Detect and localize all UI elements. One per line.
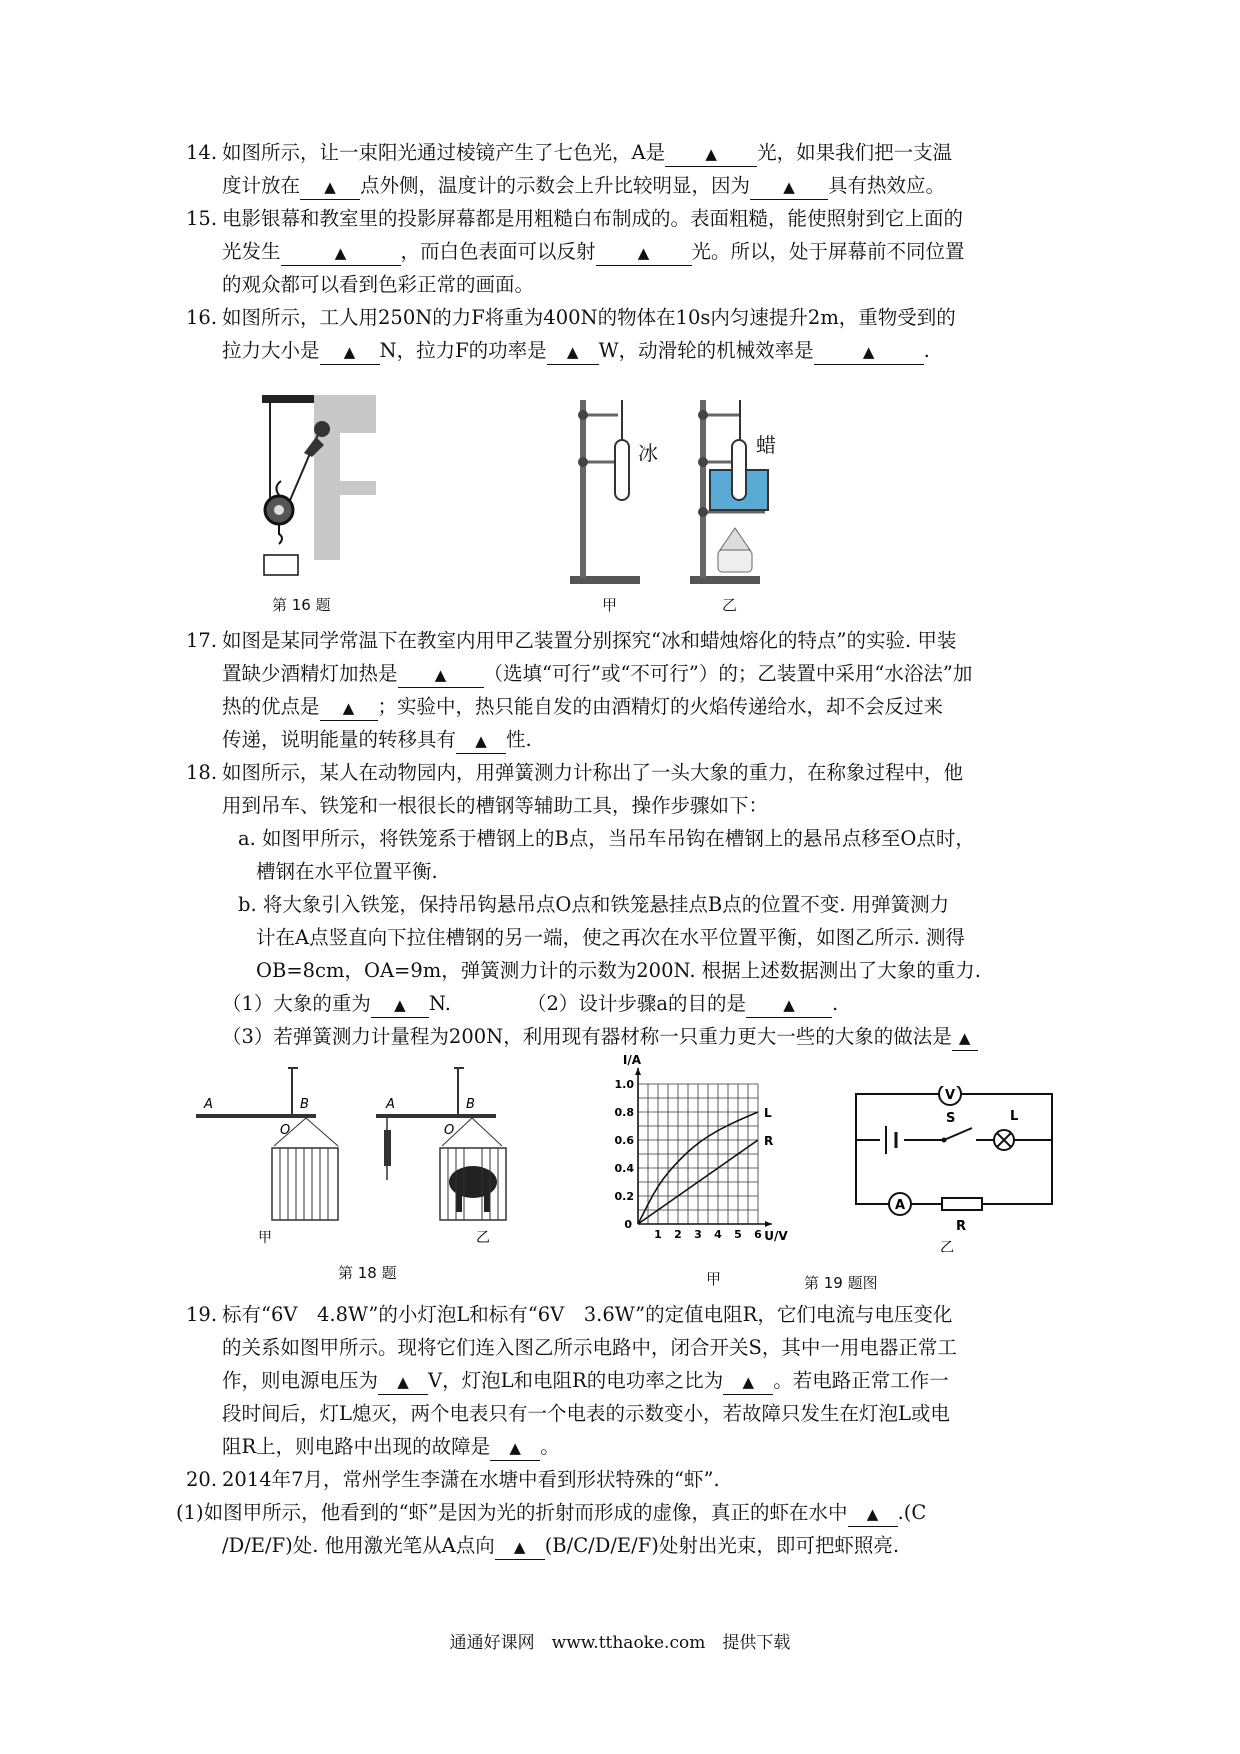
sub-question-text: .: [831, 992, 839, 1015]
test-tube-wax: [732, 440, 746, 500]
answer-blank[interactable]: ▲: [300, 174, 360, 200]
sub-question-text: （1）大象的重为: [222, 992, 371, 1015]
question-text: 的观众都可以看到色彩正常的画面。: [222, 273, 535, 296]
pulley-figure: [262, 395, 382, 585]
question-18: [186, 756, 1086, 1053]
question-17: [186, 624, 1086, 756]
question-text: 光发生: [222, 240, 281, 263]
y-tick-label: 0.6: [614, 1134, 634, 1147]
question-text: 如图所示，让一束阳光通过棱镜产生了七色光，A是: [222, 141, 666, 164]
question-text: 点外侧，温度计的示数会上升比较明显，因为: [360, 174, 751, 197]
question-text: 拉力大小是: [222, 339, 320, 362]
figure-17-jia-caption: 甲: [602, 596, 618, 614]
chart-ticks: [615, 1054, 789, 1243]
question-text: N，拉力F的功率是: [379, 339, 547, 362]
question-text: /D/E/F)处. 他用激光笔从A点向: [222, 1534, 495, 1557]
question-text: 如图是某同学常温下在教室内用甲乙装置分别探究“冰和蜡烛熔化的特点”的实验. 甲装: [222, 629, 957, 652]
question-number: 19.: [186, 1303, 218, 1326]
ice-label: 冰: [638, 441, 658, 465]
question-number: 15.: [186, 207, 218, 230]
sub-question-text: （3）若弹簧测力计量程为200N，利用现有器材称一只重力更大一些的大象的做法是: [222, 1025, 952, 1048]
step-b-text: OB=8cm，OA=9m，弹簧测力计的示数为200N. 根据上述数据测出了大象的重力.: [256, 959, 981, 982]
question-number: 16.: [186, 306, 218, 329]
svg-text:A: A: [386, 1097, 395, 1112]
question-15: [186, 202, 1086, 301]
chart-grid: [638, 1084, 758, 1224]
figure-19-yi-caption: 乙: [940, 1240, 954, 1252]
svg-text:L: L: [1010, 1109, 1019, 1124]
answer-blank[interactable]: ▲: [320, 339, 380, 365]
question-text: （选填“可行”或“不可行”）的；乙装置中采用“水浴法”加: [483, 662, 973, 685]
step-b-text: 计在A点竖直向下拉住槽钢的另一端，使之再次在水平位置平衡，如图乙所示. 测得: [256, 926, 965, 949]
x-tick-label: 3: [694, 1228, 702, 1241]
svg-text:S: S: [946, 1111, 956, 1126]
question-text: 光，如果我们把一支温: [757, 141, 953, 164]
step-a-text: a. 如图甲所示，将铁笼系于槽钢上的B点，当吊车吊钩在槽钢上的悬吊点移至O点时，: [238, 827, 975, 850]
circuit-diagram: [850, 1086, 1060, 1252]
sub-question-text: N.: [428, 992, 451, 1015]
question-text: (1)如图甲所示，他看到的“虾”是因为光的折射而形成的虚像，真正的虾在水中: [176, 1501, 848, 1524]
y-tick-label: 0.4: [614, 1162, 634, 1175]
answer-blank[interactable]: ▲: [456, 728, 506, 754]
figure-18-jia-caption: 甲: [258, 1230, 272, 1246]
question-16: [186, 301, 1086, 367]
question-text: .: [923, 339, 930, 362]
figure-16-caption: 第 16 题: [272, 596, 331, 614]
question-text: 传递，说明能量的转移具有: [222, 728, 457, 751]
answer-blank[interactable]: ▲: [952, 1025, 978, 1051]
origin-label: 0: [624, 1218, 632, 1231]
question-text: 热的优点是: [222, 695, 320, 718]
question-text: 2014年7月，常州学生李潇在水塘中看到形状特殊的“虾”.: [222, 1468, 720, 1491]
question-text: 用到吊车、铁笼和一根很长的槽钢等辅助工具，操作步骤如下：: [222, 794, 769, 817]
figure-17-yi-caption: 乙: [722, 596, 738, 614]
answer-blank[interactable]: ▲: [371, 992, 429, 1018]
question-text: 光。所以，处于屏幕前不同位置: [691, 240, 965, 263]
y-tick-label: 1.0: [614, 1078, 634, 1091]
question-text: 电影银幕和教室里的投影屏幕都是用粗糙白布制成的。表面粗糙，能使照射到它上面的: [222, 207, 964, 230]
series-label-l: L: [764, 1106, 772, 1120]
question-text: ；实验中，热只能自发的由酒精灯的火焰传递给水，却不会反过来: [377, 695, 944, 718]
answer-blank[interactable]: ▲: [750, 174, 828, 200]
lever-cage-figure: [196, 1064, 576, 1254]
svg-text:A: A: [894, 1198, 906, 1213]
figure-19-caption: 第 19 题图: [804, 1274, 878, 1292]
wax-label: 蜡: [756, 433, 776, 457]
question-14: [186, 136, 1086, 202]
y-axis-arrow-icon: [635, 1068, 641, 1075]
question-text: V，灯泡L和电阻R的电功率之比为: [428, 1369, 724, 1392]
svg-text:A: A: [204, 1097, 213, 1112]
question-text: 如图所示，工人用250N的力F将重为400N的物体在10s内匀速提升2m，重物受到的: [222, 306, 956, 329]
question-text: ，而白色表面可以反射: [400, 240, 596, 263]
svg-text:V: V: [944, 1088, 956, 1103]
sub-question-text: （2）设计步骤a的目的是: [526, 992, 746, 1015]
spring-scale-icon: [384, 1130, 391, 1166]
x-tick-label: 1: [654, 1228, 662, 1241]
series-label-r: R: [764, 1134, 774, 1148]
page-footer: 通通好课网 www.tthaoke.com 提供下载: [449, 1633, 791, 1653]
resistor-icon: [942, 1198, 982, 1210]
figure-18-caption: 第 18 题: [338, 1264, 397, 1282]
answer-blank[interactable]: ▲: [665, 141, 757, 167]
answer-blank[interactable]: ▲: [547, 339, 599, 365]
stand-rod: [580, 400, 586, 578]
question-number: 17.: [186, 629, 218, 652]
svg-text:O: O: [444, 1123, 455, 1138]
chart-axes: [635, 1068, 772, 1227]
y-axis-label: I/A: [622, 1054, 642, 1067]
question-20: [176, 1463, 1086, 1562]
question-number: 14.: [186, 141, 218, 164]
y-tick-label: 0.2: [614, 1190, 634, 1203]
figure-18-yi-caption: 乙: [476, 1230, 490, 1246]
answer-blank[interactable]: ▲: [596, 240, 692, 266]
svg-text:B: B: [300, 1097, 309, 1112]
question-text: 度计放在: [222, 174, 301, 197]
question-text: 段时间后，灯L熄灭，两个电表只有一个电表的示数变小，若故障只发生在灯泡L或电: [222, 1402, 950, 1425]
x-axis-label: U/V: [764, 1229, 788, 1243]
question-text: 性.: [506, 728, 532, 751]
svg-text:B: B: [466, 1097, 475, 1112]
question-number: 20.: [186, 1468, 218, 1491]
question-text: 置缺少酒精灯加热是: [222, 662, 398, 685]
answer-blank[interactable]: ▲: [723, 1369, 773, 1395]
answer-blank[interactable]: ▲: [320, 695, 378, 721]
answer-blank[interactable]: ▲: [490, 1435, 540, 1461]
question-text: 标有“6V 4.8W”的小灯泡L和标有“6V 3.6W”的定值电阻R，它们电流与电压变化: [222, 1303, 953, 1326]
answer-blank[interactable]: ▲: [378, 1369, 428, 1395]
answer-blank[interactable]: ▲: [746, 992, 832, 1018]
x-tick-label: 5: [734, 1228, 742, 1241]
melting-apparatus-figure: [560, 390, 820, 590]
question-text: 具有热效应。: [828, 174, 946, 197]
alcohol-lamp-icon: [720, 528, 750, 550]
weight-block: [264, 555, 298, 575]
question-text: W，动滑轮的机械效率是: [598, 339, 814, 362]
answer-blank[interactable]: ▲: [495, 1534, 545, 1560]
answer-blank[interactable]: ▲: [281, 240, 401, 266]
answer-blank[interactable]: ▲: [814, 339, 924, 365]
x-axis-arrow-icon: [765, 1221, 772, 1227]
svg-text:R: R: [956, 1219, 967, 1234]
worker-icon: [314, 421, 330, 437]
figure-19-jia-caption: 甲: [706, 1270, 722, 1288]
question-text: 阻R上，则电路中出现的故障是: [222, 1435, 491, 1458]
iu-graph: [606, 1054, 796, 1250]
x-tick-label: 2: [674, 1228, 682, 1241]
ceiling-beam: [262, 395, 314, 403]
step-a-text: 槽钢在水平位置平衡.: [256, 860, 438, 883]
x-tick-label: 4: [714, 1228, 722, 1241]
y-tick-label: 0.8: [614, 1106, 634, 1119]
question-19: [186, 1298, 1086, 1463]
question-number: 18.: [186, 761, 218, 784]
x-tick-label: 6: [754, 1228, 762, 1241]
answer-blank[interactable]: ▲: [398, 662, 484, 688]
question-text: 。: [540, 1435, 560, 1458]
question-text: 。若电路正常工作一: [773, 1369, 949, 1392]
answer-blank[interactable]: ▲: [848, 1501, 898, 1527]
test-tube-ice: [615, 440, 629, 500]
question-text: (B/C/D/E/F)处射出光束，即可把虾照亮.: [544, 1534, 900, 1557]
question-text: 的关系如图甲所示。现将它们连入图乙所示电路中，闭合开关S，其中一用电器正常工: [222, 1336, 957, 1359]
question-text: .(C: [897, 1501, 927, 1524]
question-text: 如图所示，某人在动物园内，用弹簧测力计称出了一头大象的重力，在称象过程中，他: [222, 761, 964, 784]
question-text: 作，则电源电压为: [222, 1369, 379, 1392]
svg-text:O: O: [280, 1123, 291, 1138]
step-b-text: b. 将大象引入铁笼，保持吊钩悬吊点O点和铁笼悬挂点B点的位置不变. 用弹簧测力: [238, 893, 950, 916]
